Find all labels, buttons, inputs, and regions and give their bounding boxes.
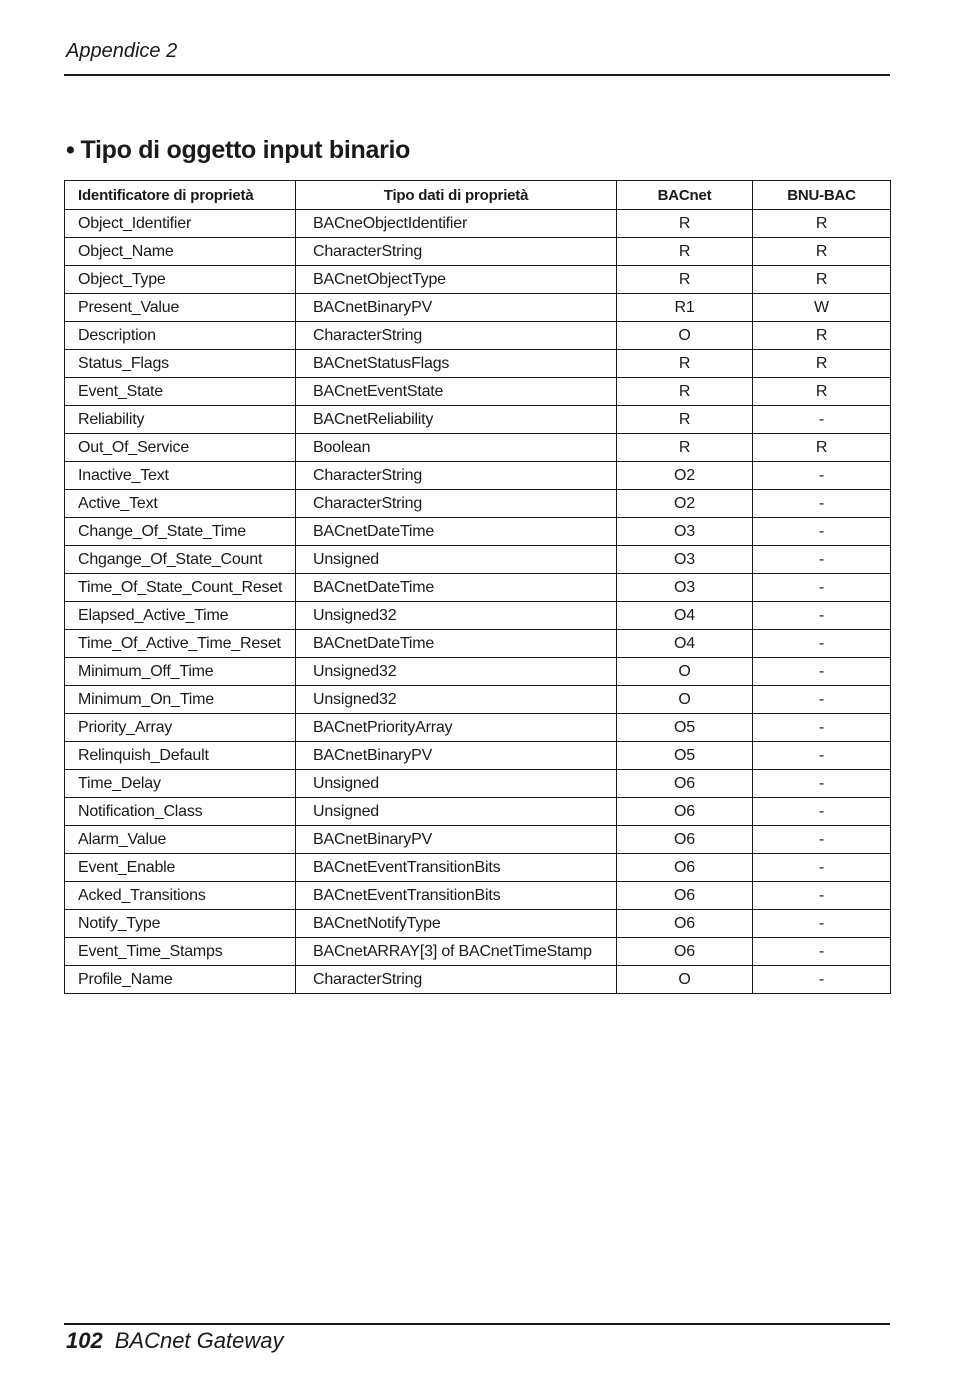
table-row — [65, 938, 891, 966]
data-type-cell: BACnetEventState — [296, 378, 617, 406]
table-row — [65, 686, 891, 714]
bnu-bac-access-cell: - — [753, 966, 891, 994]
property-id-cell: Object_Identifier — [65, 210, 296, 238]
data-type-cell: Unsigned — [296, 546, 617, 574]
bacnet-access-cell: O4 — [617, 602, 753, 630]
bacnet-access-cell: R — [617, 434, 753, 462]
property-id-cell: Notification_Class — [65, 798, 296, 826]
data-type-cell: CharacterString — [296, 322, 617, 350]
data-type-cell: BACneObjectIdentifier — [296, 210, 617, 238]
property-id-cell: Relinquish_Default — [65, 742, 296, 770]
data-type-cell: CharacterString — [296, 966, 617, 994]
table-row — [65, 574, 891, 602]
bacnet-access-cell: R1 — [617, 294, 753, 322]
table-row — [65, 770, 891, 798]
header-divider — [64, 74, 890, 76]
bnu-bac-access-cell: R — [753, 238, 891, 266]
table-row — [65, 602, 891, 630]
data-type-cell: BACnetDateTime — [296, 518, 617, 546]
data-type-cell: CharacterString — [296, 238, 617, 266]
table-row — [65, 826, 891, 854]
table-row — [65, 490, 891, 518]
table-row — [65, 798, 891, 826]
bnu-bac-access-cell: R — [753, 434, 891, 462]
bacnet-access-cell: O5 — [617, 742, 753, 770]
table-row — [65, 966, 891, 994]
bnu-bac-access-cell: - — [753, 658, 891, 686]
table-row — [65, 658, 891, 686]
property-id-cell: Chgange_Of_State_Count — [65, 546, 296, 574]
data-type-cell: Unsigned32 — [296, 686, 617, 714]
bnu-bac-access-cell: - — [753, 462, 891, 490]
data-type-cell: BACnetStatusFlags — [296, 350, 617, 378]
bacnet-access-cell: O6 — [617, 882, 753, 910]
property-id-cell: Elapsed_Active_Time — [65, 602, 296, 630]
data-type-cell: Unsigned32 — [296, 658, 617, 686]
table-header-row — [65, 181, 891, 210]
bnu-bac-access-cell: R — [753, 378, 891, 406]
bacnet-access-cell: R — [617, 238, 753, 266]
data-type-cell: BACnetNotifyType — [296, 910, 617, 938]
column-header-data-type: Tipo dati di proprietà — [296, 181, 617, 210]
title-text: Tipo di oggetto input binario — [80, 136, 411, 164]
bacnet-access-cell: O — [617, 658, 753, 686]
bnu-bac-access-cell: - — [753, 714, 891, 742]
bnu-bac-access-cell: - — [753, 490, 891, 518]
property-id-cell: Minimum_On_Time — [65, 686, 296, 714]
data-type-cell: Unsigned32 — [296, 602, 617, 630]
table-row — [65, 630, 891, 658]
bnu-bac-access-cell: - — [753, 826, 891, 854]
column-header-bnu-bac: BNU-BAC — [753, 181, 891, 210]
data-type-cell: BACnetEventTransitionBits — [296, 882, 617, 910]
property-id-cell: Acked_Transitions — [65, 882, 296, 910]
property-id-cell: Minimum_Off_Time — [65, 658, 296, 686]
data-type-cell: BACnetARRAY[3] of BACnetTimeStamp — [296, 938, 617, 966]
page-title — [66, 136, 410, 165]
property-id-cell: Description — [65, 322, 296, 350]
property-id-cell: Alarm_Value — [65, 826, 296, 854]
property-id-cell: Priority_Array — [65, 714, 296, 742]
table-row — [65, 910, 891, 938]
bacnet-access-cell: O6 — [617, 798, 753, 826]
table-row — [65, 350, 891, 378]
bacnet-access-cell: R — [617, 350, 753, 378]
document-title: BACnet Gateway — [114, 1328, 284, 1353]
bnu-bac-access-cell: - — [753, 798, 891, 826]
table-row — [65, 882, 891, 910]
table-row — [65, 714, 891, 742]
data-type-cell: BACnetObjectType — [296, 266, 617, 294]
bnu-bac-access-cell: R — [753, 350, 891, 378]
bnu-bac-access-cell: R — [753, 210, 891, 238]
bacnet-access-cell: R — [617, 266, 753, 294]
bnu-bac-access-cell: - — [753, 406, 891, 434]
data-type-cell: BACnetBinaryPV — [296, 826, 617, 854]
property-id-cell: Inactive_Text — [65, 462, 296, 490]
bacnet-access-cell: O6 — [617, 854, 753, 882]
property-table — [64, 180, 891, 994]
property-id-cell: Reliability — [65, 406, 296, 434]
property-id-cell: Notify_Type — [65, 910, 296, 938]
table-row — [65, 322, 891, 350]
page-footer — [66, 1328, 283, 1354]
data-type-cell: BACnetBinaryPV — [296, 294, 617, 322]
table-row — [65, 294, 891, 322]
table-row — [65, 266, 891, 294]
data-type-cell: CharacterString — [296, 462, 617, 490]
bacnet-access-cell: R — [617, 406, 753, 434]
title-bullet: • — [66, 136, 75, 164]
section-header: Appendice 2 — [66, 40, 178, 62]
bnu-bac-access-cell: - — [753, 686, 891, 714]
bnu-bac-access-cell: R — [753, 322, 891, 350]
property-id-cell: Time_Of_State_Count_Reset — [65, 574, 296, 602]
table-row — [65, 854, 891, 882]
table-row — [65, 742, 891, 770]
bacnet-access-cell: O2 — [617, 462, 753, 490]
property-id-cell: Profile_Name — [65, 966, 296, 994]
data-type-cell: Unsigned — [296, 798, 617, 826]
table-row — [65, 238, 891, 266]
table-row — [65, 406, 891, 434]
table-row — [65, 546, 891, 574]
property-id-cell: Status_Flags — [65, 350, 296, 378]
data-type-cell: Unsigned — [296, 770, 617, 798]
bnu-bac-access-cell: - — [753, 854, 891, 882]
bacnet-access-cell: O6 — [617, 770, 753, 798]
data-type-cell: BACnetEventTransitionBits — [296, 854, 617, 882]
bacnet-access-cell: O6 — [617, 826, 753, 854]
table-row — [65, 210, 891, 238]
bnu-bac-access-cell: - — [753, 938, 891, 966]
property-id-cell: Object_Type — [65, 266, 296, 294]
property-id-cell: Time_Delay — [65, 770, 296, 798]
bnu-bac-access-cell: - — [753, 742, 891, 770]
data-type-cell: BACnetDateTime — [296, 630, 617, 658]
bnu-bac-access-cell: R — [753, 266, 891, 294]
property-id-cell: Change_Of_State_Time — [65, 518, 296, 546]
bacnet-access-cell: O3 — [617, 574, 753, 602]
bacnet-access-cell: O2 — [617, 490, 753, 518]
table-row — [65, 434, 891, 462]
bacnet-access-cell: O3 — [617, 546, 753, 574]
footer-divider — [64, 1323, 890, 1325]
bacnet-access-cell: O — [617, 322, 753, 350]
bacnet-access-cell: O6 — [617, 910, 753, 938]
property-id-cell: Event_Time_Stamps — [65, 938, 296, 966]
property-id-cell: Event_Enable — [65, 854, 296, 882]
data-type-cell: BACnetReliability — [296, 406, 617, 434]
bnu-bac-access-cell: - — [753, 546, 891, 574]
bnu-bac-access-cell: - — [753, 630, 891, 658]
bnu-bac-access-cell: - — [753, 882, 891, 910]
table-body — [65, 210, 891, 994]
bacnet-access-cell: O — [617, 686, 753, 714]
bnu-bac-access-cell: - — [753, 602, 891, 630]
property-id-cell: Time_Of_Active_Time_Reset — [65, 630, 296, 658]
data-type-cell: BACnetDateTime — [296, 574, 617, 602]
bacnet-access-cell: O6 — [617, 938, 753, 966]
data-type-cell: BACnetPriorityArray — [296, 714, 617, 742]
property-id-cell: Object_Name — [65, 238, 296, 266]
bnu-bac-access-cell: - — [753, 910, 891, 938]
table-row — [65, 378, 891, 406]
bacnet-access-cell: O5 — [617, 714, 753, 742]
bacnet-access-cell: O3 — [617, 518, 753, 546]
property-id-cell: Present_Value — [65, 294, 296, 322]
table-row — [65, 518, 891, 546]
column-header-property-id: Identificatore di proprietà — [65, 181, 296, 210]
property-id-cell: Event_State — [65, 378, 296, 406]
bnu-bac-access-cell: - — [753, 518, 891, 546]
column-header-bacnet: BACnet — [617, 181, 753, 210]
data-type-cell: Boolean — [296, 434, 617, 462]
bacnet-access-cell: O4 — [617, 630, 753, 658]
page-number: 102 — [66, 1328, 103, 1353]
bacnet-access-cell: O — [617, 966, 753, 994]
bnu-bac-access-cell: W — [753, 294, 891, 322]
data-type-cell: CharacterString — [296, 490, 617, 518]
bacnet-access-cell: R — [617, 378, 753, 406]
table-row — [65, 462, 891, 490]
bnu-bac-access-cell: - — [753, 574, 891, 602]
bacnet-access-cell: R — [617, 210, 753, 238]
property-id-cell: Out_Of_Service — [65, 434, 296, 462]
data-type-cell: BACnetBinaryPV — [296, 742, 617, 770]
bnu-bac-access-cell: - — [753, 770, 891, 798]
property-id-cell: Active_Text — [65, 490, 296, 518]
